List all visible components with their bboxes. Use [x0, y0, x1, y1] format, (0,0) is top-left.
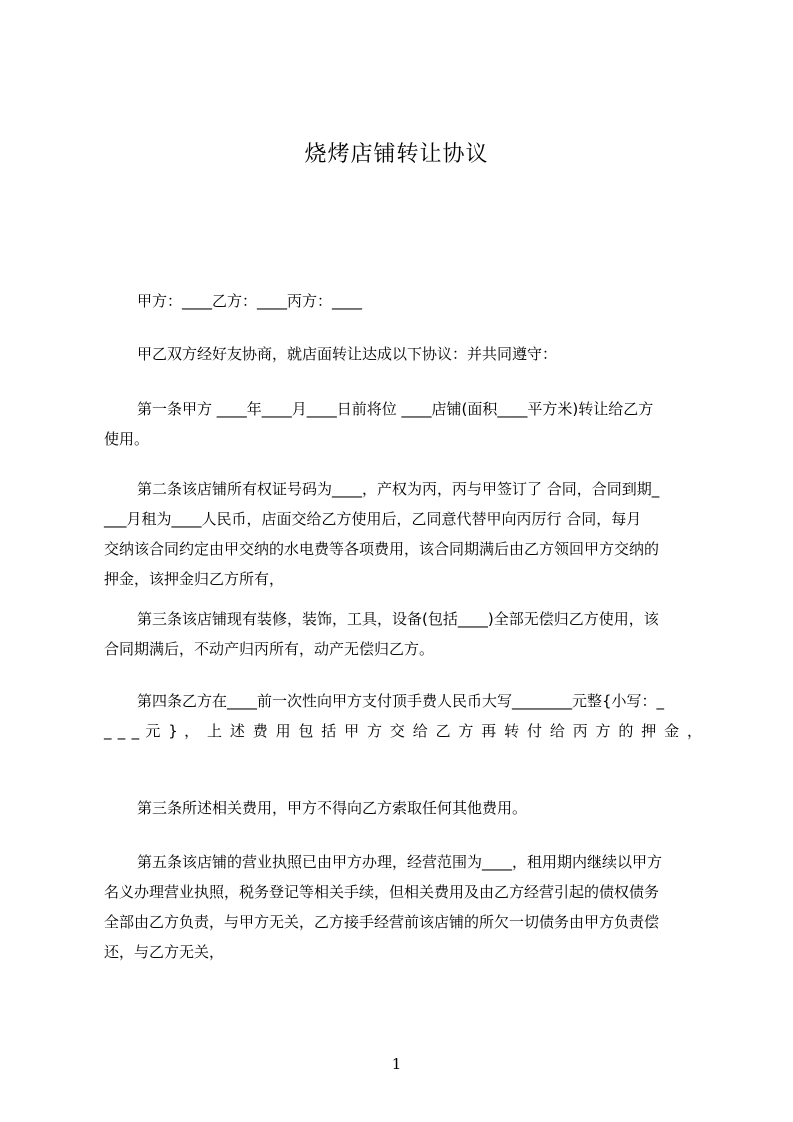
text-line: 甲乙双方经好友协商，就店面转让达成以下协议：并共同遵守：: [137, 345, 558, 363]
article-3b: [104, 793, 735, 823]
text-line: 第三条该店铺现有装修，装饰，工具，设备(包括____)全部无偿归乙方使用，该: [137, 610, 659, 628]
article-1: [104, 394, 702, 454]
text-line: ___月租为____人民币，店面交给乙方使用后，乙同意代替甲向丙厉行 合同，每月: [104, 510, 642, 528]
text-line: 使用。: [104, 430, 150, 448]
text-line: 名义办理营业执照，税务登记等相关手续，但相关费用及由乙方经营引起的债权债务: [104, 883, 660, 901]
text-line: 还，与乙方无关，: [104, 943, 225, 961]
article-4: [104, 686, 702, 746]
text-line: _ _ _ 元 } ， 上 述 费 用 包 括 甲 方 交 给 乙 方 再 转 付 给 丙 方 的 押 金 ，: [104, 722, 702, 740]
text-line: 全部由乙方负责，与甲方无关，乙方接手经营前该店铺的所欠一切债务由甲方负责偿: [104, 913, 660, 931]
text-line: 第三条所述相关费用，甲方不得向乙方索取任何其他费用。: [137, 799, 528, 817]
document-title: 烧烤店铺转让协议: [304, 142, 489, 167]
text-line: 第五条该店铺的营业执照已由甲方办理，经营范围为____，租用期内继续以甲方: [137, 853, 663, 871]
text-line: 押金，该押金归乙方所有，: [104, 570, 285, 588]
text-line: 第一条甲方 ____年____月____日前将位 ____店铺(面积____平方米)转让给乙方: [137, 400, 654, 418]
text-line: 甲方：____乙方：____丙方：____: [137, 292, 363, 310]
page-number: 1: [391, 1055, 402, 1073]
article-2: [104, 474, 702, 594]
article-3: [104, 604, 702, 664]
text-line: 第四条乙方在____前一次性向甲方支付顶手费人民币大写________元整{小写：_: [137, 692, 665, 710]
text-line: 交纳该合同约定由甲交纳的水电费等各项费用，该合同期满后由乙方领回甲方交纳的: [104, 540, 660, 558]
article-5: [104, 847, 702, 967]
intro-paragraph: [104, 339, 735, 369]
text-line: 合同期满后，不动产归丙所有，动产无偿归乙方。: [104, 640, 435, 658]
parties-line: [104, 286, 735, 316]
text-line: 第二条该店铺所有权证号码为____，产权为丙，丙与甲签订了 合同，合同到期_: [137, 480, 660, 498]
